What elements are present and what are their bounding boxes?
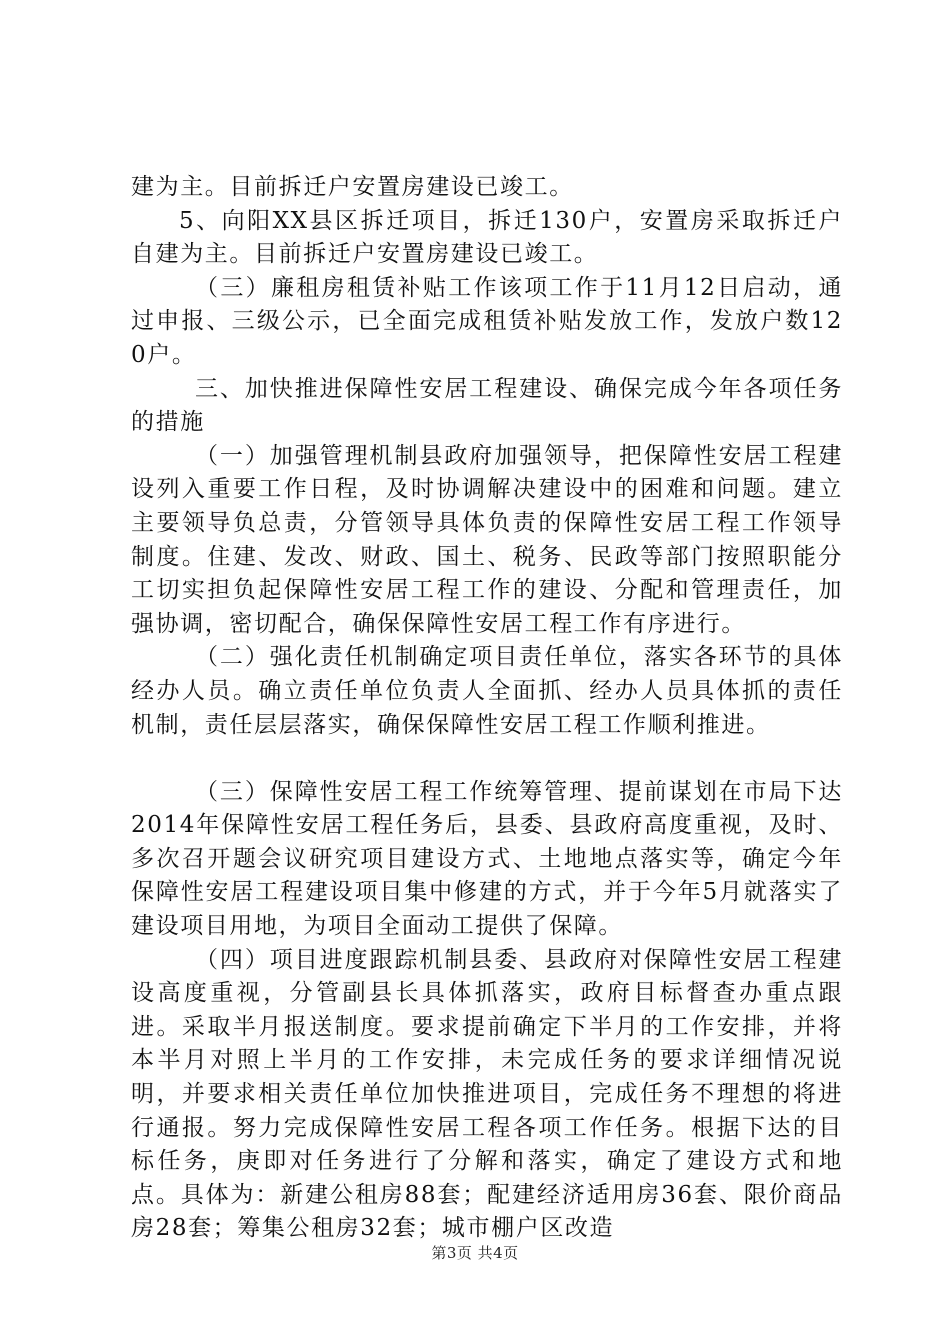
paragraph-item-5: 5、向阳XX县区拆迁项目，拆迁130户，安置房采取拆迁户自建为主。目前拆迁户安置房建设已竣工。 xyxy=(131,207,843,268)
paragraph-progress-tracking: （四）项目进度跟踪机制县委、县政府对保障性安居工程建设高度重视，分管副县长具体抓落实，政府目标督查办重点跟进。采取半月报送制度。要求提前确定下半月的工作安排，并将本半月对照上半月的工作安排，未完成任务的要求详细情况说明，并要求相关责任单位加快推进项目，完成任务不理想的将进行通报。努力完成保障性安居工程各项工作任务。根据下达的目标任务，庚即对任务进行了分解和落实，确定了建设方式和地点。具体为：新建公租房88套；配建经济适用房36套、限价商品房28套；筹集公租房32套；城市棚户区改造 xyxy=(131,946,843,1242)
paragraph-rent-subsidy: （三）廉租房租赁补贴工作该项工作于11月12日启动，通过申报、三级公示，已全面完成租赁补贴发放工作，发放户数120户。 xyxy=(131,274,843,368)
paragraph-management-mechanism: （一）加强管理机制县政府加强领导，把保障性安居工程建设列入重要工作日程，及时协调解决建设中的困难和问题。建立主要领导负总责，分管领导具体负责的保障性安居工程工作领导制度。住建、发改、财政、国土、税务、民政等部门按照职能分工切实担负起保障性安居工程工作的建设、分配和管理责任，加强协调，密切配合，确保保障性安居工程工作有序进行。 xyxy=(131,442,843,637)
paragraph-continuation: 建为主。目前拆迁户安置房建设已竣工。 xyxy=(131,174,574,200)
page-number-footer: 第3页 共4页 xyxy=(431,1244,519,1262)
paragraph-overall-planning: （三）保障性安居工程工作统筹管理、提前谋划在市局下达2014年保障性安居工程任务后，县委、县政府高度重视，及时、多次召开题会议研究项目建设方式、土地地点落实等，确定今年保障性安居工程建设项目集中修建的方式，并于今年5月就落实了建设项目用地，为项目全面动工提供了保障。 xyxy=(131,778,843,940)
paragraph-spacer xyxy=(131,742,843,776)
document-body xyxy=(131,171,843,1246)
section-heading-measures: 三、加快推进保障性安居工程建设、确保完成今年各项任务的措施 xyxy=(131,375,843,436)
paragraph-responsibility-mechanism: （二）强化责任机制确定项目责任单位，落实各环节的具体经办人员。确立责任单位负责人全面抓、经办人员具体抓的责任机制，责任层层落实，确保保障性安居工程工作顺利推进。 xyxy=(131,644,843,738)
